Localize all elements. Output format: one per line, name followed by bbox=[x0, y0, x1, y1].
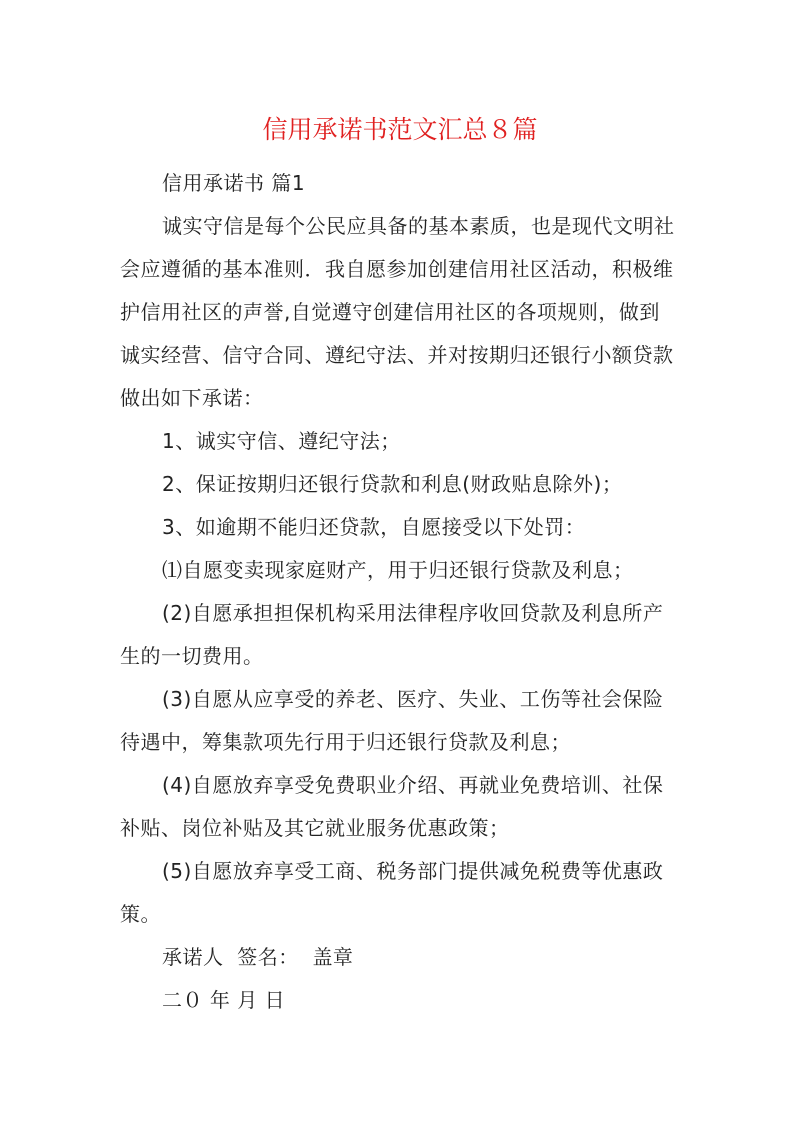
penalty-item-2: (2)自愿承担担保机构采用法律程序收回贷款及利息所产生的一切费用。 bbox=[120, 601, 664, 668]
signature-line bbox=[120, 936, 680, 979]
date-line: 二０ 年 月 日 bbox=[162, 988, 286, 1012]
penalty-item-4: (4)自愿放弃享受免费职业介绍、再就业免费培训、社保补贴、岗位补贴及其它就业服务优惠政策； bbox=[120, 773, 664, 840]
promise-item-2: 2、保证按期归还银行贷款和利息(财政贴息除外)； bbox=[162, 472, 623, 496]
penalty-item-1: ⑴自愿变卖现家庭财产，用于归还银行贷款及利息； bbox=[162, 558, 634, 582]
seal-label: 盖章 bbox=[312, 945, 354, 969]
promise-item-1: 1、诚实守信、遵纪守法； bbox=[162, 429, 401, 453]
document-title: 信用承诺书范文汇总８篇 bbox=[262, 115, 538, 144]
signature-label: 承诺人 签名： bbox=[162, 945, 299, 969]
document-body bbox=[120, 162, 680, 1022]
section-heading: 信用承诺书 篇1 bbox=[162, 171, 306, 195]
promise-item-3: 3、如逾期不能归还贷款，自愿接受以下处罚： bbox=[162, 515, 586, 539]
penalty-item-5: (5)自愿放弃享受工商、税务部门提供减免税费等优惠政策。 bbox=[120, 859, 664, 926]
intro-paragraph: 诚实守信是每个公民应具备的基本素质，也是现代文明社会应遵循的基本准则．我自愿参加创建信用社区活动，积极维护信用社区的声誉,自觉遵守创建信用社区的各项规则，做到诚实经营、信守合同、遵纪守法、并对按期归还银行小额贷款做出如下承诺： bbox=[120, 214, 675, 410]
penalty-item-3: (3)自愿从应享受的养老、医疗、失业、工伤等社会保险待遇中，筹集款项先行用于归还银行贷款及利息； bbox=[120, 687, 664, 754]
